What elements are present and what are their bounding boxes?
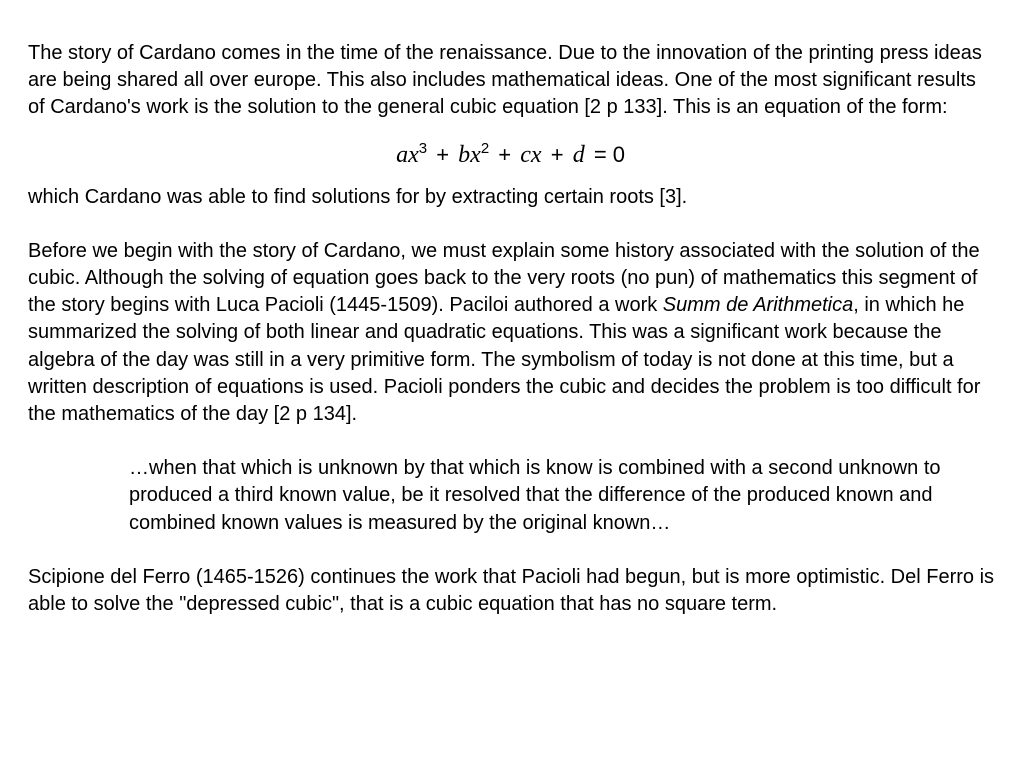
paragraph-spacer <box>28 428 996 455</box>
document-page <box>28 40 996 618</box>
equation-exponent-2: 2 <box>480 139 490 157</box>
equation-exponent-3: 3 <box>418 139 428 157</box>
equation-term-cx: cx <box>520 141 542 168</box>
history-text-after: , in which he summarized the solving of both linear and quadratic equations. This was a significant work because the algebra of the day was still in a very primitive form. The symbolism of today is not done at this time, but a written description of equations is used. Pacioli ponders the cubic and decides the problem is too difficult for the mathematics of the day [2 p 134]. <box>28 294 981 426</box>
equation-plus: + <box>436 141 450 167</box>
paragraph-del-ferro: Scipione del Ferro (1465-1526) continues the work that Pacioli had begun, but is more optimistic. Del Ferro is able to solve the "depressed cubic", that is a cubic equation that has no square term. <box>28 565 995 616</box>
equation-rhs: 0 <box>612 141 625 167</box>
paragraph-spacer <box>28 537 996 564</box>
equation-plus: + <box>550 141 564 167</box>
paragraph-roots: which Cardano was able to find solutions for by extracting certain roots [3]. <box>28 185 688 208</box>
equation-term-bx: bx <box>458 141 481 168</box>
paragraph-spacer <box>28 211 996 238</box>
paragraph-intro: The story of Cardano comes in the time of the renaissance. Due to the innovation of the printing press ideas are being shared all over europe. This also includes mathematical ideas. One of the most significant results of Cardano's work is the solution to the general cubic equation [2 p 133]. This is an equation of the form: <box>28 42 982 119</box>
book-title: Summ de Arithmetica <box>662 294 854 317</box>
history-text-before: Before we begin with the story of Cardano, we must explain some history associated with the solution of the cubic. Although the solving of equation goes back to the very roots (no pun) of mathematics this segment of the story begins with Luca Pacioli (1445-1509). Paciloi authored a work <box>28 239 980 317</box>
block-quote: …when that which is unknown by that which is know is combined with a second unknown to produced a third known value, be it resolved that the difference of the produced known and combined known values is measured by the original known… <box>129 457 941 534</box>
equation-term-ax: ax <box>396 141 419 168</box>
equation-plus: + <box>498 141 512 167</box>
cubic-equation <box>28 140 996 170</box>
equation-term-d: d <box>572 141 585 168</box>
paragraph-history <box>28 238 996 428</box>
equation-equals: = <box>593 141 607 167</box>
